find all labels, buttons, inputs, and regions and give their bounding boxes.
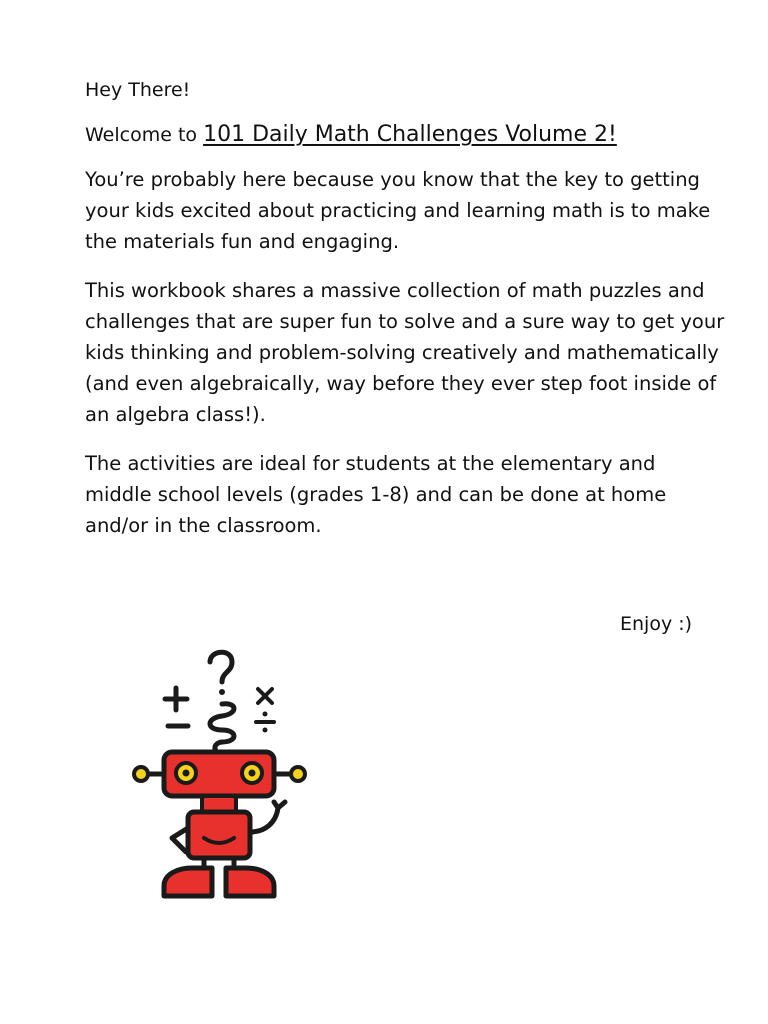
paragraph-workbook: This workbook shares a massive collection of math puzzles and challenges that are super fun to solve and a sure way to get your kids thinking and problem-solving creatively and mathematically (and even algebraically, way before they ever step foot inside of an algebra class!).	[85, 279, 725, 426]
signoff: Enjoy :)	[620, 613, 693, 635]
paragraph-activities: The activities are ideal for students at the elementary and middle school levels (grades 1-8) and can be done at home and/or in the classroom.	[85, 452, 667, 537]
paragraph-intro: You’re probably here because you know that the key to getting your kids excited about practicing and learning math is to make the materials fun and engaging.	[85, 168, 711, 253]
greeting: Hey There!	[85, 79, 191, 101]
robot-math-icon	[128, 642, 313, 907]
welcome-line	[85, 120, 725, 150]
welcome-prefix: Welcome to	[85, 124, 204, 146]
letter-content	[85, 76, 725, 559]
book-title-link[interactable]: 101 Daily Math Challenges Volume 2!	[203, 122, 617, 147]
